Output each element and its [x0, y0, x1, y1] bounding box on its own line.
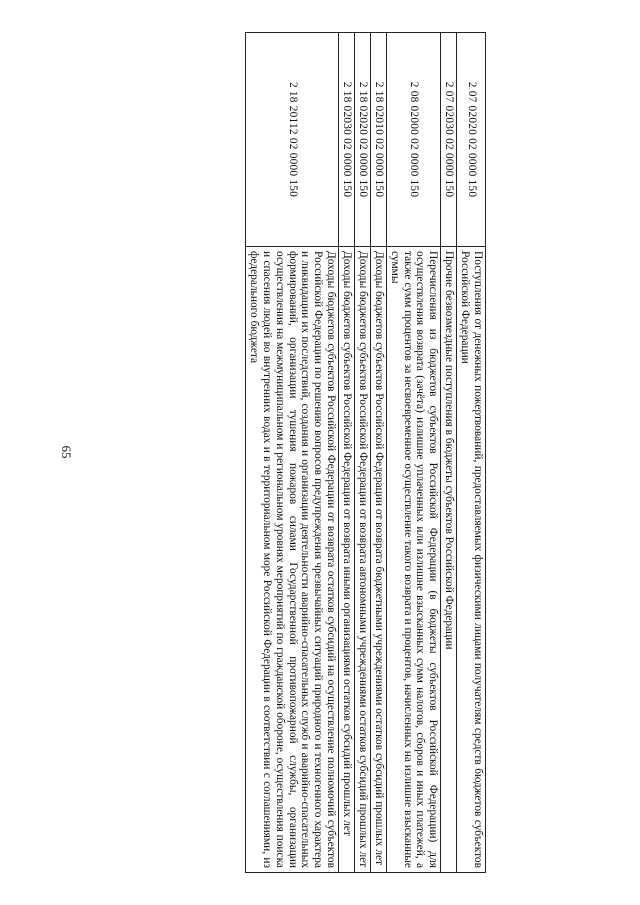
revenue-name-cell: Доходы бюджетов субъектов Российской Федерации от возврата бюджетными учреждениями остатков субсидий прошлых лет — [371, 247, 387, 873]
revenue-name-cell: Доходы бюджетов субъектов Российской Федерации от возврата автономными учреждениями остатков субсидий прошлых лет — [355, 247, 371, 873]
table-row — [339, 33, 355, 873]
revenue-name-cell: Доходы бюджетов субъектов Российской Федерации от возврата иными организациями остатков субсидий прошлых лет — [339, 247, 355, 873]
revenue-code-cell: 2 18 20112 02 0000 150 — [246, 33, 339, 247]
table-row — [441, 33, 457, 873]
table-row — [371, 33, 387, 873]
revenue-name-cell: Перечисления из бюджетов субъектов Российской Федерации (в бюджеты субъектов Российской Федерации) для осуществления возврата (зачёта) излишне уплаченных или излишне взысканных сумм налогов, сборов и иных платежей, а также сумм процентов за несвоевременное осуществление такого возврата и процентов, начисленных на излишне взысканные суммы — [386, 247, 441, 873]
revenue-name-cell: Поступления от денежных пожертвований, предоставляемых физическими лицами получателям средств бюджетов субъектов Российской Федерации — [457, 247, 486, 873]
page-number: 65 — [59, 445, 74, 459]
revenue-code-cell: 2 18 02030 02 0000 150 — [339, 33, 355, 247]
revenue-code-cell: 2 08 02000 02 0000 150 — [386, 33, 441, 247]
rotated-content — [236, 32, 486, 872]
revenue-name-cell: Доходы бюджетов субъектов Российской Федерации от возврата остатков субсидий на осуществление полномочий субъектов Российской Федерации по решению вопросов предупреждения чрезвычайных ситуаций природного и техногенного характера и ликвидации их последствий, создания и организации деятельности аварийно-спасательных служб и аварийно-спасательных формирований, организации тушения пожаров силами Государственной противопожарной службы, организации осуществления на межмуниципальном и региональном уровнях мероприятий по гражданской обороне, осуществления поиска и спасения людей во внутренних водах и в территориальном море Российской Федерации в соответствии с соглашениями, из федерального бюджета — [246, 247, 339, 873]
table-row — [386, 33, 441, 873]
revenue-name-cell: Прочие безвозмездные поступления в бюджеты субъектов Российской Федерации — [441, 247, 457, 873]
revenue-code-cell: 2 07 02020 02 0000 150 — [457, 33, 486, 247]
revenue-code-cell: 2 18 02010 02 0000 150 — [371, 33, 387, 247]
revenue-code-cell: 2 18 02020 02 0000 150 — [355, 33, 371, 247]
table-row — [355, 33, 371, 873]
table-row — [457, 33, 486, 873]
table-row — [246, 33, 339, 873]
revenue-codes-table — [245, 32, 486, 873]
revenue-code-cell: 2 07 02030 02 0000 150 — [441, 33, 457, 247]
